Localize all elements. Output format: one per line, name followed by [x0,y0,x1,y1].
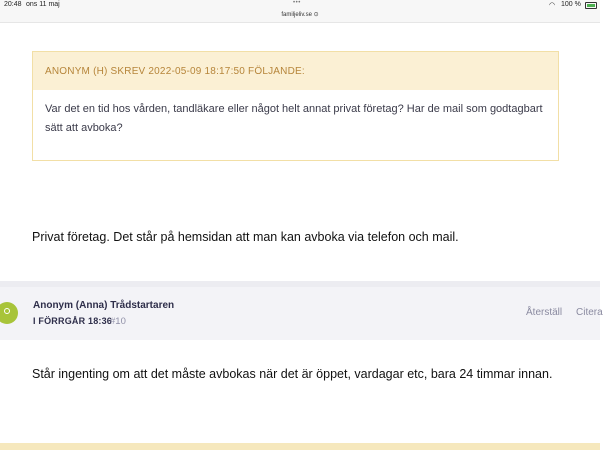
divider [0,22,600,23]
restore-button[interactable]: Återställ [526,307,563,318]
quote-text: Var det en tid hos vården, tandläkare eller något helt annat privat företag? Har de mail som godtagbart sätt att avboka? [45,103,543,134]
post-author[interactable]: Anonym (Anna) Trådstartaren [33,300,175,311]
address-bar[interactable]: familjeliv.se ⊙ [281,12,319,18]
wifi-icon: ◠ [549,2,556,9]
post-reply-text: Privat företag. Det står på hemsidan att man kan avboka via telefon och mail. [32,230,459,244]
status-bar [0,0,600,22]
post-number[interactable]: #10 [110,316,126,327]
post-header [0,287,600,340]
post-time: I FÖRRGÅR 18:36 [33,316,113,326]
quote-header-text: ANONYM (H) SKREV 2022-05-09 18:17:50 FÖLJANDE: [45,65,305,77]
cite-button[interactable]: Citera [576,307,603,318]
post-body: Står ingenting om att det måste avbokas när det är öppet, vardagar etc, bara 24 timmar innan. [32,367,553,381]
battery-icon [585,2,597,9]
date: ons 11 maj [26,1,60,8]
quote-block [32,51,559,161]
quote-header [33,52,558,90]
battery-percent: 100 % [561,1,581,8]
next-post-edge [0,443,600,450]
clock: 20:48 [4,1,22,8]
more-dots-icon[interactable]: ••• [293,0,301,6]
